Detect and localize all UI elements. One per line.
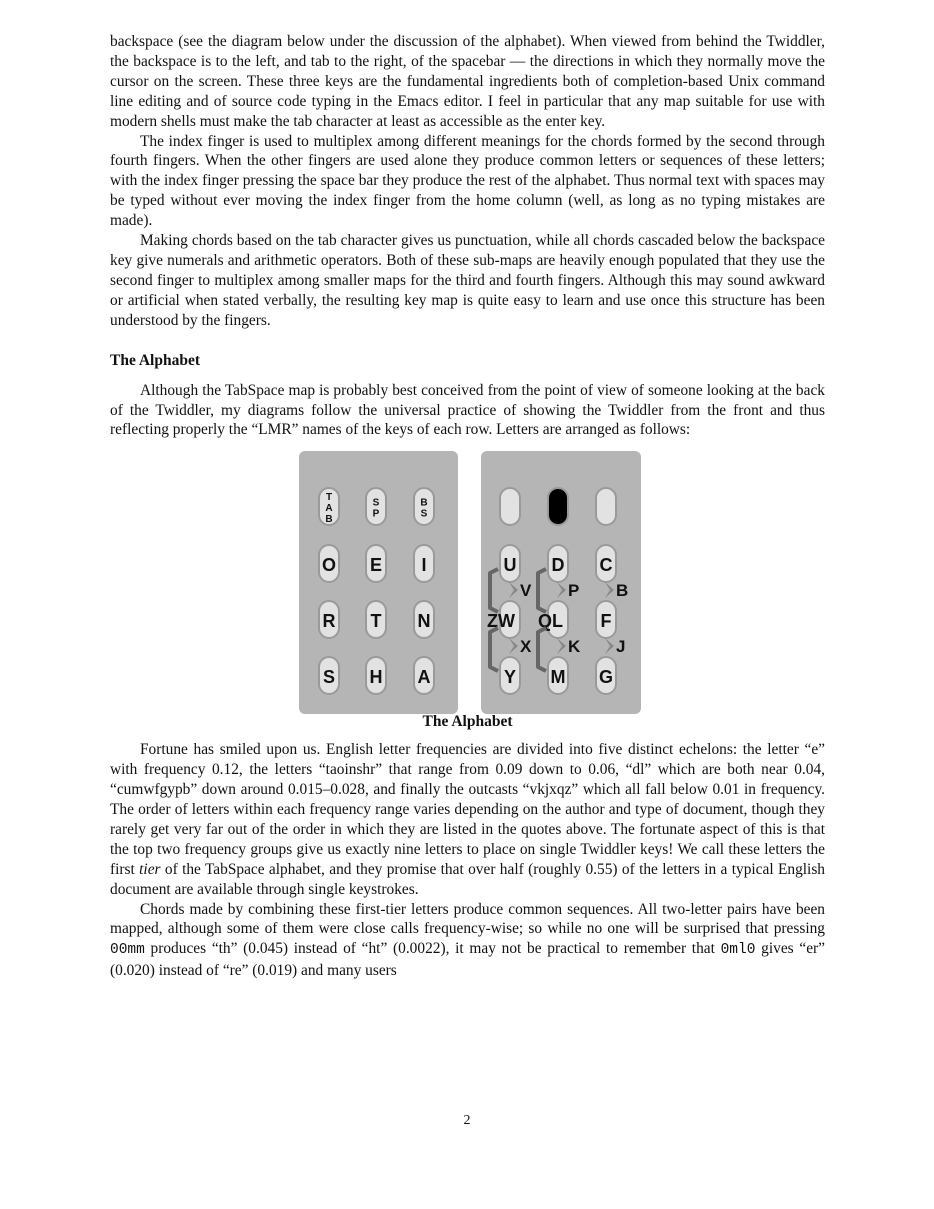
paragraph-2: The index finger is used to multiplex among different meanings for the chords formed by the second through fourth fingers. When the other fingers are used alone they produce common letters or sequences of these letters; with the index finger pressing the space bar they produce the rest of the alphabet. Thus normal text with spaces may be typed without ever moving the index finger from the home column (well, as long as no typing mistakes are made). [110, 132, 825, 230]
paragraph-5-text: Fortune has smiled upon us. English letter frequencies are divided into five distinct echelons: the letter “e” with frequency 0.12, the letters “taoinshr” that range from 0.09 down to 0.06, “dl” which are both near 0.04, “cumwfgypb” down around 0.015–0.028, and finally the outcasts “vkjxqz” which all fall below 0.01 in frequency. The order of letters within each frequency range varies depending on the author and type of document, though they rarely get very far out of the order in which they are listed in the quotes above. The fortunate aspect of this is that the top two frequency groups give us exactly nine letters to place on single Twiddler keys! We call these letters the first [110, 741, 825, 878]
paragraph-5 [110, 740, 825, 899]
key-label-small: B [420, 497, 428, 509]
key-label: U [503, 555, 517, 576]
key-top-right-2 [596, 488, 616, 525]
alphabet-diagram [298, 450, 643, 716]
page-number: 2 [463, 1113, 471, 1128]
key-label: Y [503, 667, 517, 688]
paragraph-6-b: produces “th” (0.045) instead of “ht” (0.0022), it may not be practical to remember that [144, 940, 721, 958]
key-label: C [599, 555, 613, 576]
key-label-combo: P [568, 581, 580, 601]
key-label-small: S [372, 497, 380, 509]
key-label-small: B [325, 514, 333, 526]
key-label: D [551, 555, 565, 576]
alphabet-figure [110, 450, 825, 740]
paragraph-6-a: Chords made by combining these first-tier letters produce common sequences. All two-letter pairs have been mapped, although some of them were close calls frequency-wise; so while no one will be surprised that pressing [110, 900, 825, 938]
key-label: O [321, 555, 337, 576]
paragraph-6 [110, 900, 825, 982]
key-label-small: T [325, 492, 333, 504]
key-label: ZW [487, 611, 515, 632]
key-label: M [550, 667, 566, 688]
section-heading: The Alphabet [110, 351, 201, 369]
code-00mm: 00mm [110, 942, 145, 959]
page-body [110, 32, 825, 981]
paragraph-1: backspace (see the diagram below under the discussion of the alphabet). When viewed from behind the Twiddler, the backspace is to the left, and tab to the right, of the spacebar — the directions in which they normally move the cursor on the screen. These three keys are the fundamental ingredients both of completion-based Unix command line editing and of source code typing in the Emacs editor. I feel in particular that any map suitable for use with modern shells must make the tab character at least as accessible as the enter key. [110, 33, 825, 130]
key-label: G [598, 667, 614, 688]
key-label: F [600, 611, 612, 632]
key-label-small: S [420, 508, 428, 520]
key-label-combo: B [616, 581, 629, 601]
key-label-small: A [325, 503, 333, 515]
key-top-right-1 [548, 488, 568, 525]
paragraph-3: Making chords based on the tab character gives us punctuation, while all chords cascaded below the backspace key give numerals and arithmetic operators. Both of these sub-maps are heavily enough populated that they use the second finger to multiplex among smaller maps for the third and fourth fingers. Although this may sound awkward or artificial when stated verbally, the resulting key map is quite easy to learn and use once this structure has been understood by the fingers. [110, 232, 825, 329]
key-label: R [322, 611, 336, 632]
key-label: A [417, 667, 431, 688]
key-label: S [322, 667, 336, 688]
figure-caption: The Alphabet [422, 713, 513, 731]
key-label-combo: J [616, 637, 626, 657]
key-label: N [417, 611, 431, 632]
key-label-combo: V [520, 581, 532, 601]
key-label-small: P [372, 508, 380, 520]
paragraph-6-c: gives “er” (0.020) instead of “re” (0.019) and many users [110, 940, 825, 980]
paragraph-4: Although the TabSpace map is probably best conceived from the point of view of someone looking at the back of the Twiddler, my diagrams follow the universal practice of showing the Twiddler from the front and thus reflecting properly the “LMR” names of the keys of each row. Letters are arranged as follows: [110, 381, 825, 439]
key-label: E [369, 555, 383, 576]
code-0ml0: 0ml0 [720, 942, 756, 959]
key-label: QL [538, 611, 563, 632]
paragraph-5-end: of the TabSpace alphabet, and they promise that over half (roughly 0.55) of the letters in a typical English document are available through single keystrokes. [110, 860, 826, 898]
emphasis-tier: tier [139, 860, 161, 878]
key-label-combo: X [520, 637, 532, 657]
key-label: H [369, 667, 383, 688]
key-top-right-0 [500, 488, 520, 525]
key-label-combo: K [568, 637, 581, 657]
key-label: T [370, 611, 382, 632]
key-label: I [421, 555, 427, 576]
